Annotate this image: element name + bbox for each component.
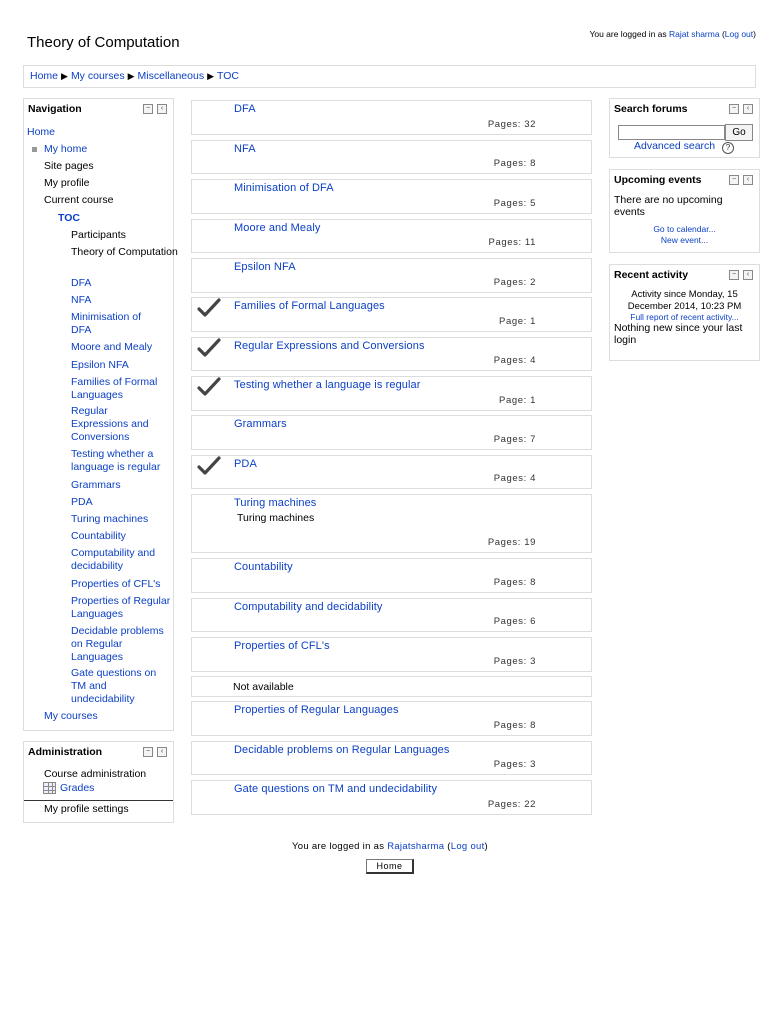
nav-item[interactable]: Gate questions on TM and undecidability [71,667,157,705]
book-row [191,780,592,815]
nav-item[interactable]: Turing machines [71,513,149,525]
book-title-link[interactable]: Minimisation of DFA [234,182,334,194]
page-count: Pages: 19 [487,537,536,548]
page-count: Pages: 3 [493,759,536,770]
nav-item[interactable]: Site pages [44,160,94,172]
book-row [191,558,592,593]
dock-icon[interactable]: ‹ [157,747,167,757]
book-title-link[interactable]: Families of Formal Languages [234,300,385,312]
minus-icon[interactable]: − [729,270,739,280]
nothing-new-text: Nothing new since your last login [614,322,743,346]
book-title-link[interactable]: Regular Expressions and Conversions [234,340,425,352]
book-row [191,100,592,135]
book-row [191,455,592,489]
upcoming-events-header [610,170,759,190]
nav-item[interactable]: Theory of Computation [71,246,178,258]
book-title-link[interactable]: Computability and decidability [234,601,383,613]
book-row [191,494,592,553]
grades-icon [43,782,56,794]
page-count: Pages: 32 [487,119,536,130]
help-icon[interactable]: ? [722,142,734,154]
new-event-link[interactable]: New event... [660,235,709,245]
book-title-link[interactable]: NFA [234,143,256,155]
breadcrumb-separator-icon: ▶ [207,71,215,81]
minus-icon[interactable]: − [729,175,739,185]
page-count: Pages: 8 [493,720,536,731]
nav-item[interactable]: Properties of CFL's [71,578,161,590]
book-title-link[interactable]: Decidable problems on Regular Languages [234,744,450,756]
divider [24,800,173,801]
book-title-link[interactable]: Turing machines [234,497,317,509]
nav-item[interactable]: Testing whether a language is regular [71,448,161,473]
book-row [191,701,592,736]
checkmark-icon [196,295,222,321]
footer-user-link[interactable]: Rajatsharma [387,841,445,852]
book-row [191,258,592,293]
book-title-link[interactable]: Testing whether a language is regular [234,379,421,391]
not-available-text: Not available [233,681,294,693]
page-count: Pages: 7 [493,434,536,445]
navigation-block-header [24,99,173,119]
search-forums-header [610,99,759,119]
page-count: Pages: 3 [493,656,536,667]
book-row [191,376,592,411]
book-title-link[interactable]: Epsilon NFA [234,261,296,273]
search-forums-block [609,98,760,158]
navigation-block [23,98,178,731]
nav-item[interactable]: Families of Formal Languages [71,376,158,401]
minus-icon[interactable]: − [143,104,153,114]
recent-activity-header [610,265,759,285]
nav-item[interactable]: Current course [44,194,114,206]
home-button[interactable]: Home [366,859,414,874]
upcoming-events-title: Upcoming events [614,174,702,186]
page-count: Pages: 6 [493,616,536,627]
book-row [191,337,592,371]
administration-block-header [24,742,173,762]
checkmark-icon [196,374,222,400]
course-administration[interactable]: Course administration [44,768,147,780]
book-row [191,598,592,632]
dock-icon[interactable]: ‹ [743,175,753,185]
book-row [191,637,592,672]
breadcrumb [23,65,756,88]
breadcrumb-home[interactable]: Home [30,70,59,82]
book-title-link[interactable]: Countability [234,561,293,573]
activity-since-text: Activity since Monday, 15 December 2014, 10:23 PM [627,289,742,312]
logout-link[interactable]: Log out [724,29,754,39]
breadcrumb-my-courses[interactable]: My courses [70,70,125,82]
nav-item[interactable]: Properties of Regular Languages [71,595,171,620]
breadcrumb-toc[interactable]: TOC [217,70,239,82]
page-count: Pages: 8 [493,577,536,588]
breadcrumb-miscellaneous[interactable]: Miscellaneous [137,70,205,82]
book-row [191,741,592,775]
footer-logout-link[interactable]: Log out [450,841,485,852]
page-count: Pages: 2 [493,277,536,288]
nav-item[interactable]: Moore and Mealy [71,341,153,353]
page-count: Pages: 4 [493,355,536,366]
nav-item[interactable]: Countability [71,530,126,542]
nav-item[interactable]: Participants [71,229,126,241]
user-link[interactable]: Rajat sharma [669,29,720,39]
dock-icon[interactable]: ‹ [743,104,753,114]
book-title-link[interactable]: Properties of CFL's [234,640,330,652]
nav-item[interactable]: NFA [71,294,92,306]
grades-link[interactable]: Grades [60,782,95,794]
nav-item[interactable]: TOC [58,212,80,224]
nav-item[interactable]: My profile [44,177,90,189]
page-count: Pages: 4 [493,473,536,484]
book-row [191,219,592,253]
administration-title: Administration [28,746,103,758]
nav-item[interactable]: Computability and decidability [71,547,156,572]
checkmark-icon [196,335,222,361]
book-title-link[interactable]: Properties of Regular Languages [234,704,399,716]
dock-icon[interactable]: ‹ [743,270,753,280]
book-row [191,676,592,697]
recent-activity-title: Recent activity [614,269,689,281]
dock-icon[interactable]: ‹ [157,104,167,114]
search-input[interactable] [618,125,725,140]
nav-item[interactable]: My home [44,143,88,155]
upcoming-events-block [609,169,760,253]
footer-login-prefix: You are logged in as [291,841,388,852]
breadcrumb-separator-icon: ▶ [61,71,68,81]
my-profile-settings[interactable]: My profile settings [44,803,129,815]
book-title-link[interactable]: Moore and Mealy [234,222,321,234]
go-to-calendar-link[interactable]: Go to calendar... [653,224,716,234]
book-title-link[interactable]: PDA [234,458,257,470]
search-go-button[interactable]: Go [725,124,753,141]
nav-item[interactable]: Home [27,126,56,138]
book-title-link[interactable]: Gate questions on TM and undecidability [234,783,438,795]
search-forums-title: Search forums [614,103,688,115]
administration-block [23,741,174,823]
login-prefix: You are logged in as [589,29,670,39]
nav-item[interactable]: DFA [71,277,92,289]
no-events-text: There are no upcoming events [614,194,723,218]
footer-login-info: You are logged in as Rajatsharma (Log out) [291,841,489,852]
book-row [191,297,592,332]
nav-item[interactable]: PDA [71,496,93,508]
bullet-icon [32,147,37,152]
minus-icon[interactable]: − [729,104,739,114]
breadcrumb-separator-icon: ▶ [127,71,135,81]
page-count: Pages: 22 [487,799,536,810]
page-count: Pages: 5 [493,198,536,209]
book-title-link[interactable]: DFA [234,103,256,115]
page-count: Pages: 11 [488,237,536,248]
recent-activity-block [609,264,760,361]
navigation-title: Navigation [28,103,82,115]
nav-item[interactable]: Grammars [71,479,121,491]
page-count: Pages: 8 [493,158,536,169]
book-description: Turing machines [237,512,315,524]
login-info: You are logged in as Rajat sharma (Log out) [589,29,756,39]
book-row [191,140,592,174]
page-title: Theory of Computation [27,34,180,51]
nav-item[interactable]: Decidable problems on Regular Languages [71,625,164,663]
nav-item[interactable]: Regular Expressions and Conversions [71,405,149,443]
page-count: Page: 1 [499,395,536,406]
full-report-link[interactable]: Full report of recent activity... [630,312,739,322]
minus-icon[interactable]: − [143,747,153,757]
nav-item[interactable]: My courses [44,710,98,722]
page-count: Page: 1 [499,316,536,327]
book-title-link[interactable]: Grammars [234,418,287,430]
advanced-search-link[interactable]: Advanced search [634,140,716,152]
checkmark-icon [196,453,222,479]
book-row [191,415,592,450]
nav-item[interactable]: Minimisation of DFA [71,311,142,336]
book-row [191,179,592,214]
nav-item[interactable]: Epsilon NFA [71,359,129,371]
